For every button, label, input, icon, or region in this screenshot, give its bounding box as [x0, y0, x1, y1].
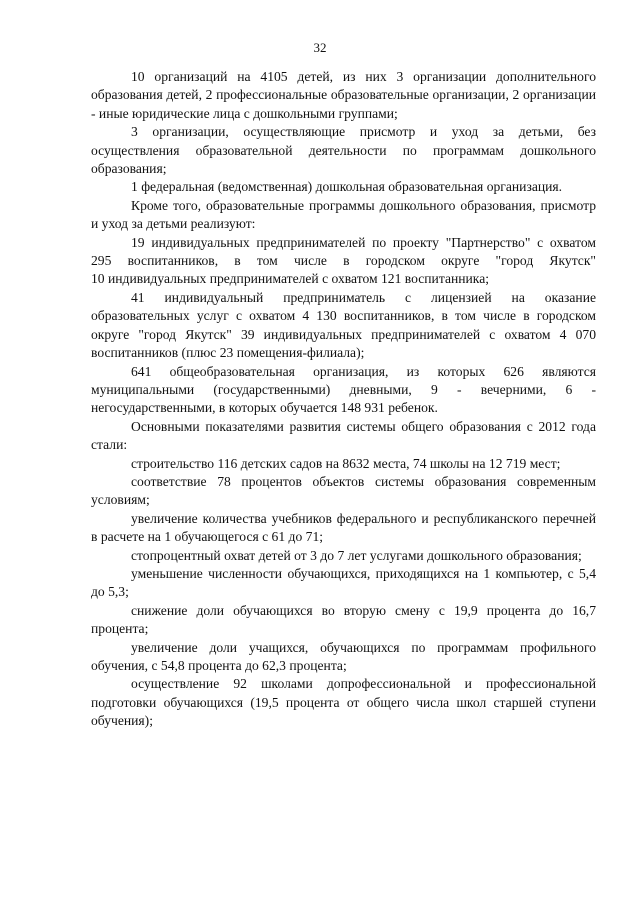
paragraph-vocational-training: осуществление 92 школами допрофессиональной и профессиональной подготовки обучающихся (19,5 процента от общего числа школ старшей ступени обучения);	[91, 676, 596, 729]
paragraph-main-indicators: Основными показателями развития системы общего образования с 2012 года стали:	[91, 418, 596, 453]
paragraph-supervision-organizations: 3 организации, осуществляющие присмотр и уход за детьми, без осуществления образовательной деятельности по программам дошкольного образования;	[91, 124, 596, 177]
paragraph-students-per-computer: уменьшение численности обучающихся, приходящихся на 1 компьютер, с 5,4 до 5,3;	[91, 565, 596, 600]
paragraph-partnership-text: 19 индивидуальных предпринимателей по проекту "Партнерство" с охватом 295 воспитанников, в том числе в городском округе "город Якутск"	[91, 234, 596, 269]
paragraph-profile-education: увеличение доли учащихся, обучающихся по программам профильного обучения, с 54,8 процента до 62,3 процента;	[91, 639, 596, 673]
paragraph-partnership-line1	[91, 234, 596, 271]
paragraph-compliance: соответствие 78 процентов объектов системы образования современным условиям;	[91, 473, 596, 508]
paragraph-licensed-entrepreneurs: 41 индивидуальный предприниматель с лицензией на оказание образовательных услуг с охватом 4 130 воспитанников, в том числе в городском округе "город Якутск" 39 индивидуальных предпринимателей с охватом 4 070 воспитанников (плюс 23 помещения-филиала);	[91, 289, 596, 361]
paragraph-also-implemented: Кроме того, образовательные программы дошкольного образования, присмотр и уход за детьми реализуют:	[91, 197, 596, 232]
paragraph-second-shift: снижение доли обучающихся во вторую смену с 19,9 процента до 16,7 процента;	[91, 602, 596, 637]
paragraph-general-education-organizations: 641 общеобразовательная организация, из которых 626 являются муниципальными (государственными) дневными, 9 - вечерними, 6 - негосударственными, в которых обучается 148 931 ребенок.	[91, 363, 596, 416]
paragraph-partnership-line2: 10 индивидуальных предпринимателей с охватом 121 воспитанника;	[91, 271, 490, 287]
paragraph-textbooks: увеличение количества учебников федерального и республиканского перечней в расчете на 1 обучающегося с 61 до 71;	[91, 510, 596, 545]
paragraph-federal-organization: 1 федеральная (ведомственная) дошкольная образовательная организация.	[131, 179, 563, 195]
body-text	[91, 68, 596, 731]
paragraph-organizations-4105: 10 организаций на 4105 детей, из них 3 организации дополнительного образования детей, 2 профессиональные образовательные организации, 2 организации - иные юридические лица с дошкольными группами;	[91, 69, 596, 121]
paragraph-preschool-coverage: стопроцентный охват детей от 3 до 7 лет услугами дошкольного образования;	[131, 547, 582, 563]
paragraph-construction: строительство 116 детских садов на 8632 места, 74 школы на 12 719 мест;	[131, 455, 561, 471]
page-number: 32	[313, 40, 327, 55]
paragraph-partnership-project	[91, 234, 596, 289]
